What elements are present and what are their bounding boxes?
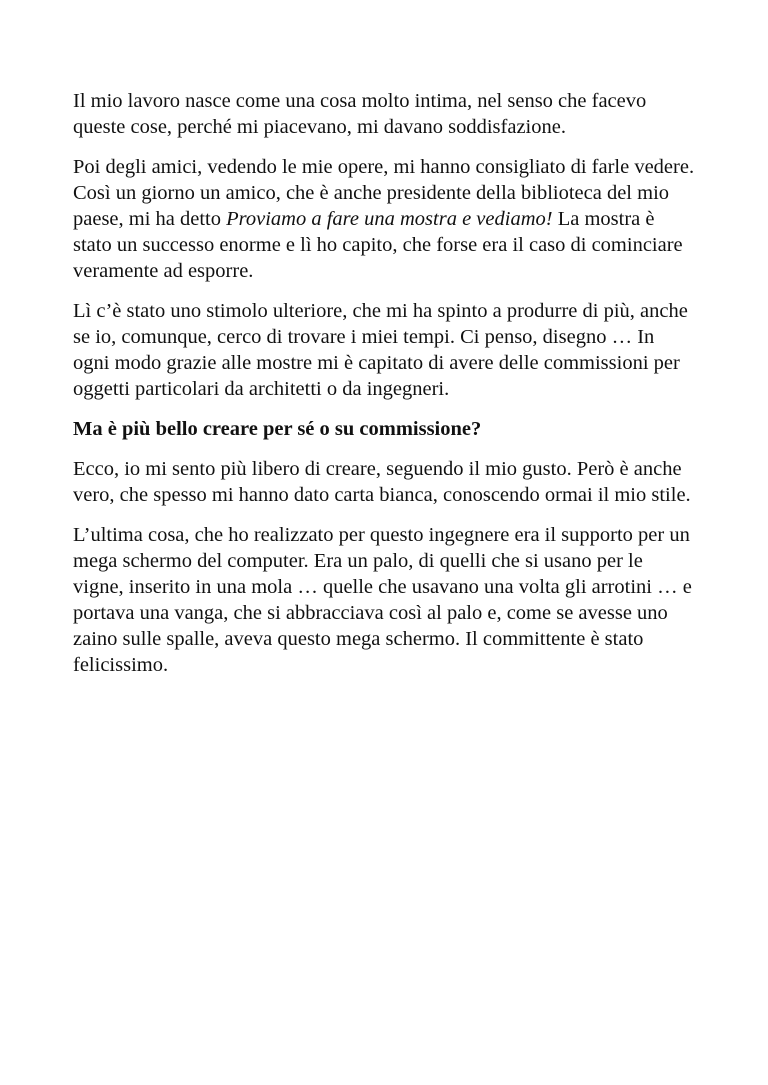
document-page: [73, 88, 695, 692]
interview-question: Ma è più bello creare per sé o su commissione?: [73, 418, 482, 440]
paragraph-intro: Il mio lavoro nasce come una cosa molto intima, nel senso che facevo queste cose, perché mi piacevano, mi davano soddisfazione.: [73, 90, 647, 138]
paragraph-stimulus: Lì c’è stato uno stimolo ulteriore, che mi ha spinto a produrre di più, anche se io, comunque, cerco di trovare i miei tempi. Ci penso, disegno … In ogni modo grazie alle mostre mi è capitato di avere delle commissioni per oggetti particolari da architetti o da ingegneri.: [73, 300, 688, 400]
paragraph-freedom: Ecco, io mi sento più libero di creare, seguendo il mio gusto. Però è anche vero, che spesso mi hanno dato carta bianca, conoscendo ormai il mio stile.: [73, 458, 691, 506]
paragraph-friends-text-after: La mostra è stato un successo enorme e lì ho capito, che forse era il caso di cominciare veramente ad esporre.: [73, 208, 683, 282]
paragraph-friends-text-before: Poi degli amici, vedendo le mie opere, mi hanno consigliato di farle vedere. Così un giorno un amico, che è anche presidente della biblioteca del mio paese, mi ha detto: [73, 156, 695, 230]
paragraph-friends: [73, 154, 695, 284]
paragraph-friends-italic-quote: Proviamo a fare una mostra e vediamo!: [226, 208, 553, 230]
paragraph-last-work: L’ultima cosa, che ho realizzato per questo ingegnere era il supporto per un mega schermo del computer. Era un palo, di quelli che si usano per le vigne, inserito in una mola … quelle che usavano una volta gli arrotini … e portava una vanga, che si abbracciava così al palo e, come se avesse uno zaino sulle spalle, aveva questo mega schermo. Il committente è stato felicissimo.: [73, 524, 692, 676]
